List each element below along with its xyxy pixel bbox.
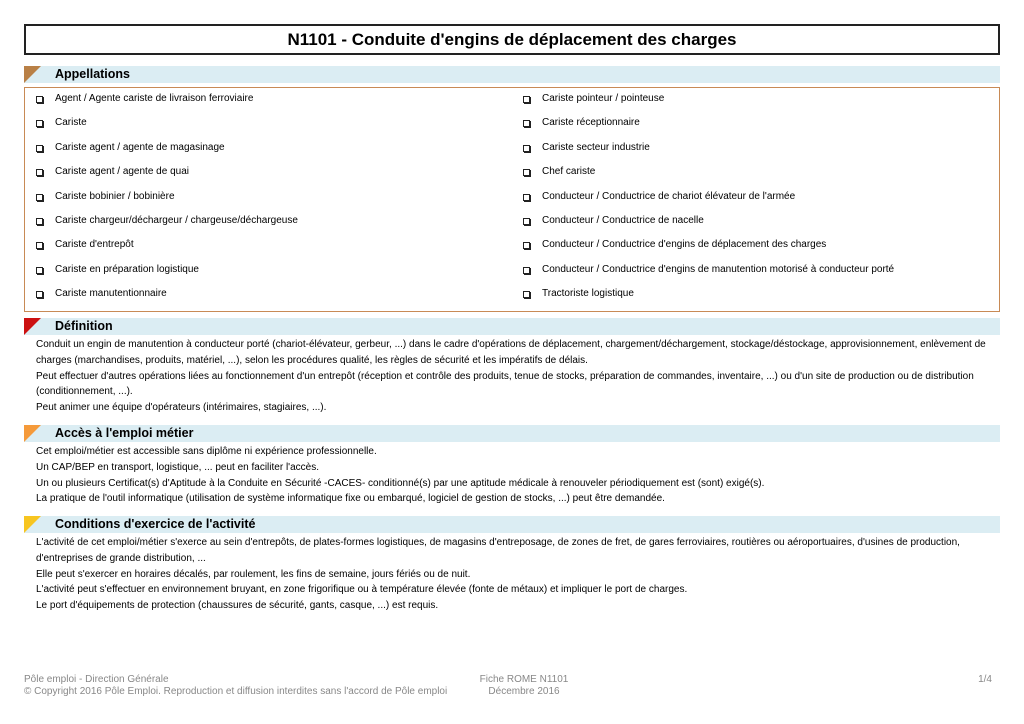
definition-text <box>36 337 996 416</box>
text-line: Cet emploi/métier est accessible sans diplôme ni expérience professionnelle. <box>36 446 377 457</box>
item-label: Cariste manutentionnaire <box>55 288 167 300</box>
item-label: Cariste chargeur/déchargeur / chargeuse/déchargeuse <box>55 214 298 226</box>
item-label: Agent / Agente cariste de livraison ferroviaire <box>55 93 254 104</box>
section-header-definition <box>24 318 1000 335</box>
text-line: Peut effectuer d'autres opérations liées au fonctionnement d'un entrepôt (réception et contrôle des produits, tenue de stocks, préparation de commandes, inventaire, ...) ou d'un site de production ou de distribution <box>36 370 974 382</box>
footer-org: Pôle emploi - Direction Générale <box>24 674 169 685</box>
checkbox-icon <box>523 96 530 103</box>
text-line: Elle peut s'exercer en horaires décalés, par roulement, les fins de semaine, jours fériés ou de nuit. <box>36 568 471 580</box>
triangle-icon <box>24 66 41 83</box>
text-line: d'entreprises de grande distribution, ... <box>36 552 206 564</box>
section-header-appellations <box>24 66 1000 83</box>
checkbox-icon <box>523 120 530 127</box>
item-label: Cariste pointeur / pointeuse <box>542 93 665 104</box>
section-header-conditions <box>24 516 1000 533</box>
checkbox-icon <box>36 218 43 225</box>
checkbox-icon <box>523 218 530 225</box>
text-line: L'activité peut s'effectuer en environnement bruyant, en zone frigorifique ou à température élevée (fonte de métaux) et impliquer le port de charges. <box>36 584 688 596</box>
checkbox-icon <box>523 291 530 298</box>
checkbox-icon <box>523 169 530 176</box>
list-item <box>512 136 999 160</box>
checkbox-icon <box>36 242 43 249</box>
list-item <box>25 111 512 135</box>
item-label: Cariste agent / agente de magasinage <box>55 141 225 153</box>
checkbox-icon <box>523 267 530 274</box>
item-label: Cariste d'entrepôt <box>55 239 134 251</box>
checkbox-icon <box>36 291 43 298</box>
text-line: Un CAP/BEP en transport, logistique, ... peut en faciliter l'accès. <box>36 461 319 473</box>
list-item <box>25 160 512 184</box>
item-label: Conducteur / Conductrice de nacelle <box>542 214 704 226</box>
list-item <box>512 160 999 184</box>
checkbox-icon <box>36 267 43 274</box>
item-label: Conducteur / Conductrice d'engins de manutention motorisé à conducteur porté <box>542 263 895 275</box>
triangle-icon <box>24 425 41 442</box>
item-label: Conducteur / Conductrice de chariot élévateur de l'armée <box>542 190 796 202</box>
list-item <box>25 258 512 282</box>
item-label: Cariste <box>55 117 87 129</box>
checkbox-icon <box>36 120 43 127</box>
text-line: Le port d'équipements de protection (chaussures de sécurité, gants, casque, ...) est requis. <box>36 600 439 612</box>
appellations-list <box>24 87 1000 312</box>
text-line: (conditionnement, ...). <box>36 386 133 398</box>
list-item <box>25 282 512 306</box>
section-header-acces <box>24 425 1000 442</box>
item-label: Conducteur / Conductrice d'engins de déplacement des charges <box>542 239 827 251</box>
list-item <box>512 209 999 233</box>
section-title: Définition <box>55 319 113 333</box>
section-title: Appellations <box>55 67 131 81</box>
list-item <box>512 87 999 111</box>
appellations-column-right <box>512 87 999 307</box>
footer-fiche: Fiche ROME N1101 <box>479 674 569 685</box>
text-line: charges (marchandises, produits, matériel, ...), selon les procédures qualité, les règles de sécurité et les impératifs de délais. <box>36 354 588 366</box>
section-title: Conditions d'exercice de l'activité <box>55 517 256 531</box>
footer-center <box>450 674 598 698</box>
item-label: Cariste secteur industrie <box>542 141 650 153</box>
list-item <box>512 185 999 209</box>
triangle-icon <box>24 318 41 335</box>
list-item <box>25 233 512 257</box>
item-label: Cariste agent / agente de quai <box>55 166 189 178</box>
triangle-icon <box>24 516 41 533</box>
item-label: Chef cariste <box>542 166 596 178</box>
list-item <box>512 258 999 282</box>
footer-date: Décembre 2016 <box>488 686 560 697</box>
section-title: Accès à l'emploi métier <box>55 426 194 440</box>
footer-left <box>24 674 447 698</box>
text-line: Un ou plusieurs Certificat(s) d'Aptitude à la Conduite en Sécurité -CACES- conditionné(s) par une aptitude médicale à renouveler périodiquement est (sont) exigé(s). <box>36 477 765 489</box>
item-label: Cariste en préparation logistique <box>55 263 199 275</box>
checkbox-icon <box>523 242 530 249</box>
acces-text <box>36 444 996 507</box>
text-line: La pratique de l'outil informatique (utilisation de système informatique fixe ou embarqué, logiciel de gestion de stocks, ...) peut être demandée. <box>36 493 665 505</box>
list-item <box>512 282 999 306</box>
page-number: 1/4 <box>978 674 992 685</box>
list-item <box>25 185 512 209</box>
text-line: Conduit un engin de manutention à conducteur porté (chariot-élévateur, gerbeur, ...) dans le cadre d'opérations de déplacement, chargement/déchargement, stockage/déstockage, approvisionnement, enlèvement de <box>36 339 986 350</box>
checkbox-icon <box>36 194 43 201</box>
list-item <box>512 111 999 135</box>
item-label: Tractoriste logistique <box>542 288 634 300</box>
checkbox-icon <box>523 145 530 152</box>
item-label: Cariste réceptionnaire <box>542 117 640 129</box>
conditions-text <box>36 535 996 614</box>
text-line: L'activité de cet emploi/métier s'exerce au sein d'entrepôts, de plates-formes logistiques, de magasins d'entreposage, de zones de fret, de gares ferroviaires, routières ou aéroportuaires, d'usines de production, <box>36 537 960 548</box>
item-label: Cariste bobinier / bobinière <box>55 190 175 202</box>
footer-copyright: © Copyright 2016 Pôle Emploi. Reproduction et diffusion interdites sans l'accord de Pôle emploi <box>24 686 448 697</box>
list-item <box>25 136 512 160</box>
appellations-column-left <box>25 87 512 307</box>
list-item <box>512 233 999 257</box>
list-item <box>25 209 512 233</box>
checkbox-icon <box>36 96 43 103</box>
text-line: Peut animer une équipe d'opérateurs (intérimaires, stagiaires, ...). <box>36 402 327 414</box>
checkbox-icon <box>36 145 43 152</box>
page-title: N1101 - Conduite d'engins de déplacement des charges <box>24 24 1000 55</box>
list-item <box>25 87 512 111</box>
checkbox-icon <box>523 194 530 201</box>
checkbox-icon <box>36 169 43 176</box>
